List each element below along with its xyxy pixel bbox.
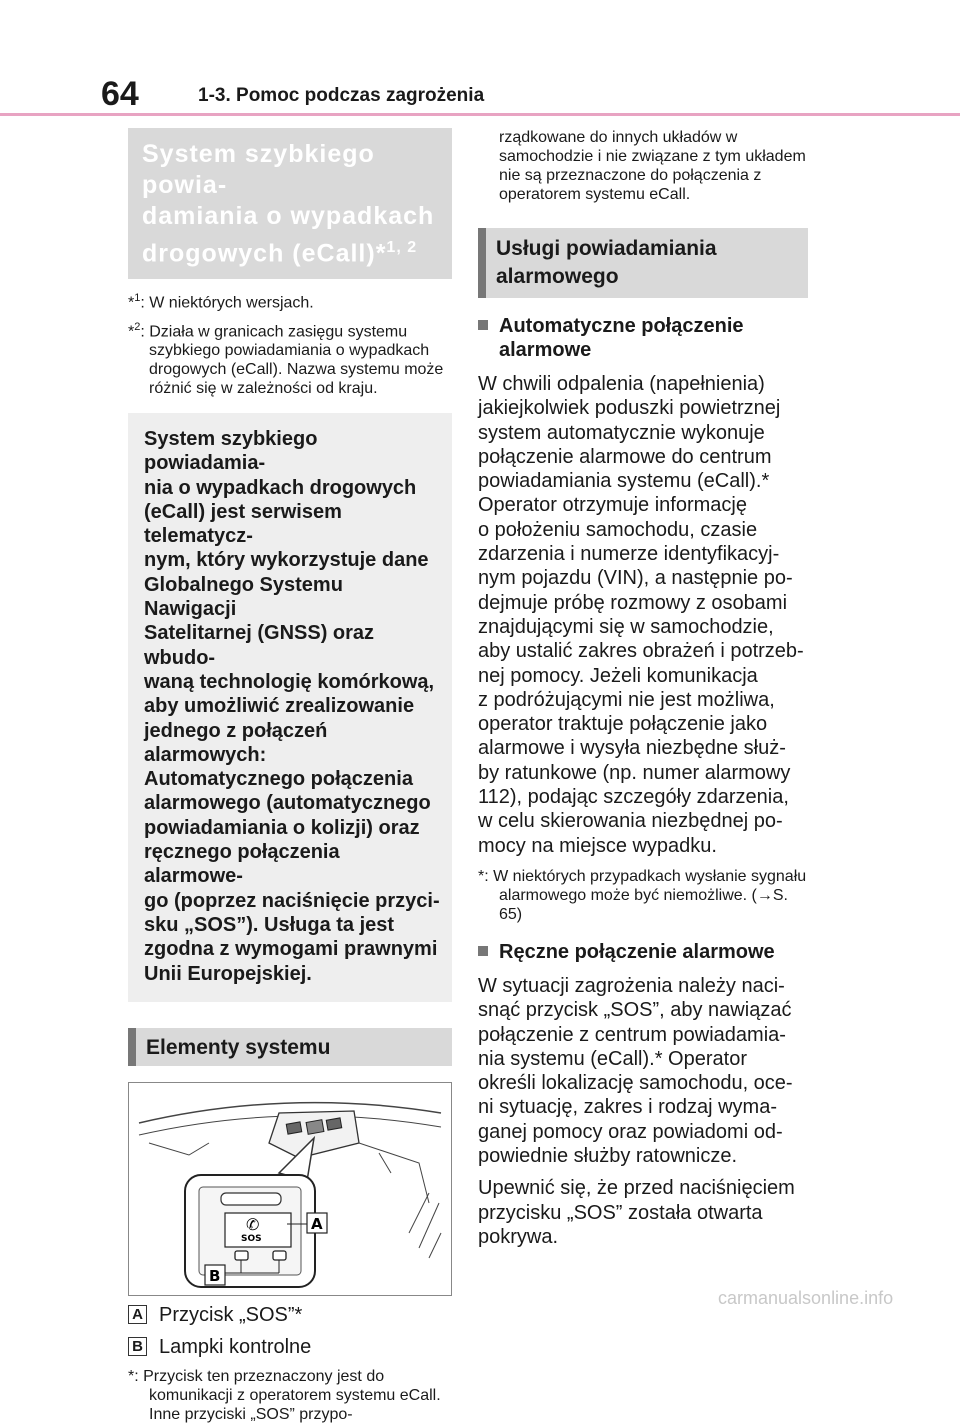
auto-call-note: *: W niektórych przypadkach wysłanie sygnału alarmowego może być niemożliwe. (→S. 65) xyxy=(478,867,807,923)
page-number: 64 xyxy=(101,75,139,113)
main-title-line: System szybkiego powia- xyxy=(142,140,375,199)
right-column xyxy=(478,128,808,1249)
square-bullet-icon xyxy=(478,320,488,330)
legend-item xyxy=(128,1303,452,1327)
services-heading: Usługi powiadamiania alarmowego xyxy=(478,228,808,298)
callout-a: A xyxy=(311,1214,323,1233)
footnote-versions: *$^1$: W niektórych wersjach. xyxy=(128,292,314,312)
header-rule xyxy=(0,113,960,116)
phone-icon: ✆ xyxy=(246,1214,260,1234)
sos-label: SOS xyxy=(241,1233,262,1244)
legend-label: Przycisk „SOS”* xyxy=(159,1303,303,1326)
sos-button-illustration xyxy=(128,1082,452,1296)
manual-call-text: W sytuacji zagrożenia należy naci- snąć przycisk „SOS”, aby nawiązać połączenie z centrum powiadamia- nia systemu (eCall).* Operator określi lokalizację samochodu, oce- ni sytuację, zakres i rodzaj wyma- ganej pomocy oraz powiadomi od- powiednie służby ratownicze. xyxy=(478,974,793,1168)
section-title: 1-3. Pomoc podczas zagrożenia xyxy=(198,85,485,106)
elements-heading: Elementy systemu xyxy=(128,1028,452,1066)
left-column xyxy=(128,128,452,1424)
intro-panel: System szybkiego powiadamia- nia o wypadkach drogowych (eCall) jest serwisem telematycz- nym, który wykorzystuje dane Globalnego Systemu Nawigacji Satelitarnej (GNSS) oraz wbudo- waną technologię komórkową, aby umożliwić zrealizowanie jednego z połączeń alarmowych: Automatycznego połączenia alarmowego (automatycznego powiadamiania o kolizji) oraz ręcznego połączenia alarmowe- go (poprzez naciśnięcie przyci- sku „SOS”). Usługa ta jest zgodna z wymogami prawnymi Unii Europejskiej. xyxy=(128,413,452,1002)
footnote-continuation: rządkowane do innych układów w samochodzie i nie związane z tym układem nie są przeznaczone do połączenia z operatorem systemu eCall. xyxy=(499,129,806,203)
page-header xyxy=(0,0,960,116)
title-superscript: 1, 2 xyxy=(386,239,418,256)
legend-label: Lampki kontrolne xyxy=(159,1335,312,1358)
footnote-sos-button: *: Przycisk ten przeznaczony jest do komunikacji z operatorem systemu eCall. Inne przyciski „SOS” przypo- xyxy=(128,1367,441,1423)
cover-text: Upewnić się, że przed naciśnięciem przycisku „SOS” została otwarta pokrywa. xyxy=(478,1177,795,1248)
callout-b: B xyxy=(209,1266,221,1285)
auto-call-text: W chwili odpalenia (napełnienia) jakiejkolwiek poduszki powietrznej system automatycznie wykonuje połączenie alarmowe do centrum powiadamiania systemu (eCall).* Operator otrzymuje informację o położeniu samochodu, czasie zdarzenia i numerze identyfikacyj- nym pojazdu (VIN), a następnie po- dejmuje próbę rozmowy z osobami znajdującymi się w samochodzie, aby ustalić zakres obrażeń i potrzeb- nej pomocy. Jeżeli komunikacja z podróżującymi nie jest możliwa, operator traktuje połączenie jako alarmowe i wysyła niezbędne służ- by ratunkowe (np. numer alarmowy 112), podając szczegóły zdarzenia, w celu skierowania niezbędnej po- mocy na miejsce wypadku. xyxy=(478,373,804,857)
legend-item xyxy=(128,1335,452,1359)
footnote-range: *$^2$: Działa w granicach zasięgu systemu szybkiego powiadamiania o wypadkach drogowych (eCall). Nazwa systemu może różnić się w zależności od kraju. xyxy=(128,320,444,397)
main-title-line: drogowych (eCall)*$^{1, 2}$ xyxy=(142,239,418,268)
manual-call-heading: Ręczne połączenie alarmowe xyxy=(478,940,808,964)
watermark: carmanualsonline.info xyxy=(718,1288,894,1308)
main-title-box xyxy=(128,128,452,279)
main-title-line: damiania o wypadkach xyxy=(142,202,435,230)
auto-call-heading: Automatyczne połączenie alarmowe xyxy=(478,314,808,362)
legend-key: B xyxy=(128,1337,147,1356)
square-bullet-icon xyxy=(478,946,488,956)
legend-key: A xyxy=(128,1305,147,1324)
overhead-console-drawing xyxy=(129,1083,451,1295)
